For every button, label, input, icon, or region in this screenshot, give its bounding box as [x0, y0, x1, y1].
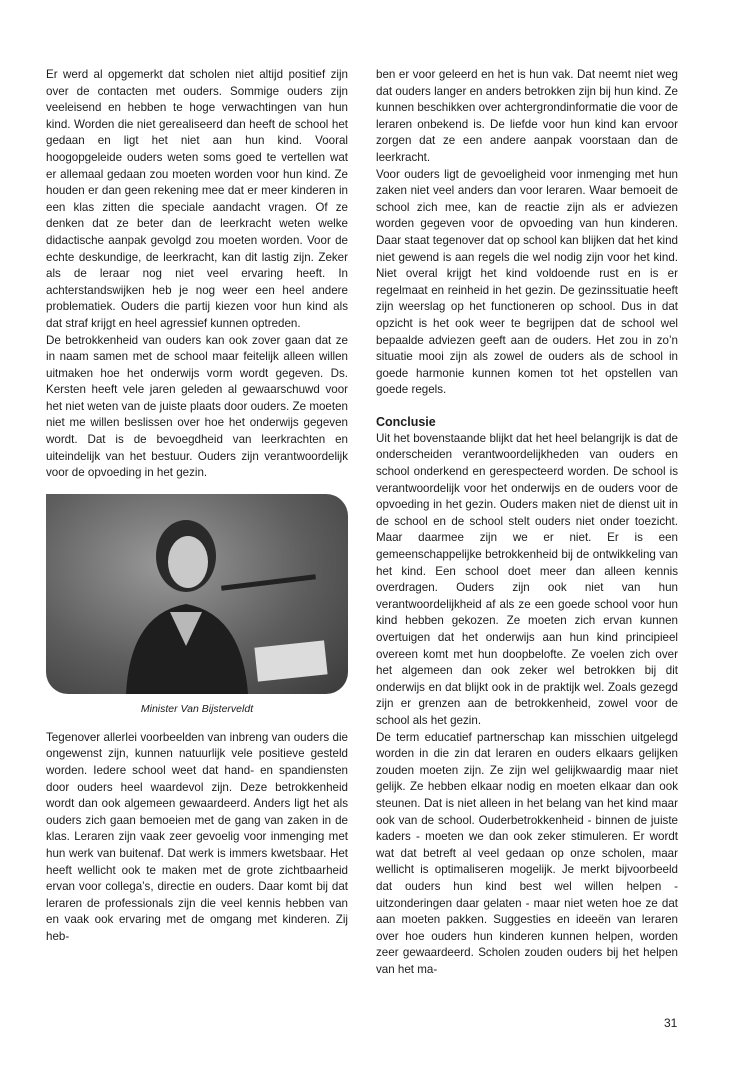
paragraph: De betrokkenheid van ouders kan ook zover gaan dat ze in naam samen met de school maar feitelijk alleen willen uitmaken hoe het onderwijs vorm wordt gegeven. Ds. Kersten heeft vele jaren geleden al gewaarschuwd voor het niet weten van de juiste plaats door ouders. Ze moeten niet me willen beslissen over hoe het onderwijs gegeven wordt. Dat is de bevoegdheid van leerkrachten en uiteindelijk van het bestuur. Ouders zijn verantwoordelijk voor de opvoeding in het gezin. — [46, 333, 348, 480]
paragraph: Tegenover allerlei voorbeelden van inbreng van ouders die ongewenst zijn, kunnen natuurlijk vele positieve gesteld worden. Iedere school weet dat hand- en spandiensten door ouders heel waardevol zijn. Deze betrokkenheid wordt dan ook algemeen gewaardeerd. Anders ligt het als ouders zich gaan bemoeien met de gang van zaken in de klas. Leraren zijn vaak zeer gevoelig voor inmenging met hun werk van buitenaf. Dat werk is immers kwetsbaar. Het heeft wellicht ook te maken met de grote zichtbaarheid ervan voor collega’s, directie en ouders. Daar komt bij dat leraren de professionals zijn die veel kennis hebben van en vaak ook ervaring met de omgang met kinderen. Zij heb- — [46, 730, 348, 943]
paragraph: Er werd al opgemerkt dat scholen niet altijd positief zijn over de contacten met ouders. Sommige ouders zijn veeleisend en hebben te hoge verwachtingen van hun kind. Worden die niet gerealiseerd dan heeft de school het gedaan en ligt het niet aan hun kind. Vooral hoogopgeleide ouders weten soms goed te vertellen wat er allemaal gedaan zou moeten worden voor hun kind. Ze houden er dan geen rekening mee dat er meer kinderen in een klas zitten die speciale aandacht vragen. Of ze denken dat ze beter dan de leerkracht weten welke didactische aanpak gevolgd zou moeten worden. Voor de echte deskundige, de leerkracht, kan dit lastig zijn. Zeker als de leraar nog niet veel ervaring heeft. In achterstandswijken heb je nog weer een heel andere problematiek. Ouders die partij kiezen voor hun kind als dat straf krijgt en heel agressief kunnen optreden. — [46, 68, 348, 330]
paragraph: De term educatief partnerschap kan misschien uitgelegd worden in die zin dat leraren en ouders elkaars gelijken zouden moeten zijn. Ze zijn wel gelijkwaardig maar niet gelijk. Ze hebben elkaar nodig en moeten elkaar dan ook steunen. Dat is niet alleen in het belang van het kind maar ook van de school. Ouderbetrokkenheid - binnen de juiste kaders - moeten we dan ook zeker stimuleren. Er wordt wat dat betreft al veel gedaan op onze scholen, maar wellicht is optimaliseren mogelijk. Je merkt bijvoorbeeld dat ouders hun kind best wel willen helpen - uitzonderingen daar gelaten - maar niet weten hoe ze dat aan moeten pakken. Suggesties en ideeën van leraren over hoe ouders hun kinderen kunnen helpen, worden zeer gewaardeerd. Scholen zouden ouders bij het helpen van het ma- — [376, 730, 678, 976]
paragraph: Uit het bovenstaande blijkt dat het heel belangrijk is dat de onderscheiden verantwoordelijkheden van ouders en school onderkend en gerespecteerd worden. De school is verantwoordelijk voor het onderwijs en de ouders voor de opvoeding in het gezin. Ouders maken niet de dienst uit in de school en de school stelt ouders niet onder toezicht. Maar daarmee zijn we er niet. Er is een gemeenschappelijke betrokkenheid bij de ontwikkeling van het kind. Een school doet meer dan alleen kennis overdragen. Ouders zijn ook niet van hun verantwoordelijkheid af als ze een goede school voor hun kind hebben gekozen. Ze moeten zich ervan kunnen overtuigen dat het onderwijs aan hun kind principieel overeen komt met hun doopbelofte. Ze voelen zich over het algemeen dan ook zeker wel betrokken bij dit onderwijs en dat blijkt ook in de praktijk wel. Zoals gezegd zijn er grenzen aan de betrokkenheid, zowel voor de school als het gezin. — [376, 431, 678, 727]
paragraph: Voor ouders ligt de gevoeligheid voor inmenging met hun zaken niet veel anders dan voor leraren. Waar bemoeit de school zich mee, kan de reactie zijn als er adviezen worden gegeven voor de opvoeding van hun kinderen. Daar staat tegenover dat op school kan blijken dat het kind niet gewend is aan regels die wel nodig zijn voor het kind. Niet overal krijgt het kind voldoende rust en is er regelmaat en reinheid in het gezin. De gezinssituatie heeft zijn weerslag op het functioneren op school. Dus in dat opzicht is het ook weer te begrijpen dat de school wel bepaalde adviezen geeft aan de ouders. Het zou in zo’n situatie mooi zijn als zowel de ouders als de school in goede harmonie kunnen komen tot het opstellen van goede regels. — [376, 167, 678, 397]
photo-caption: Minister Van Bijsterveldt — [140, 702, 254, 715]
minister-photo — [46, 494, 348, 694]
paragraph: ben er voor geleerd en het is hun vak. Dat neemt niet weg dat ouders langer en anders betrokken zijn bij hun kind. Ze kunnen beschikken over achtergrondinformatie die voor de leraren onbekend is. De liefde voor hun kind kan ervoor zorgen dat ze een andere aanpak voorstaan dan de leerkracht. — [376, 68, 678, 164]
left-column — [46, 67, 348, 946]
name-card — [254, 640, 327, 681]
person-silhouette — [116, 516, 256, 694]
section-heading: Conclusie — [376, 414, 436, 429]
page-number: 31 — [664, 1016, 678, 1030]
right-column — [376, 67, 678, 978]
